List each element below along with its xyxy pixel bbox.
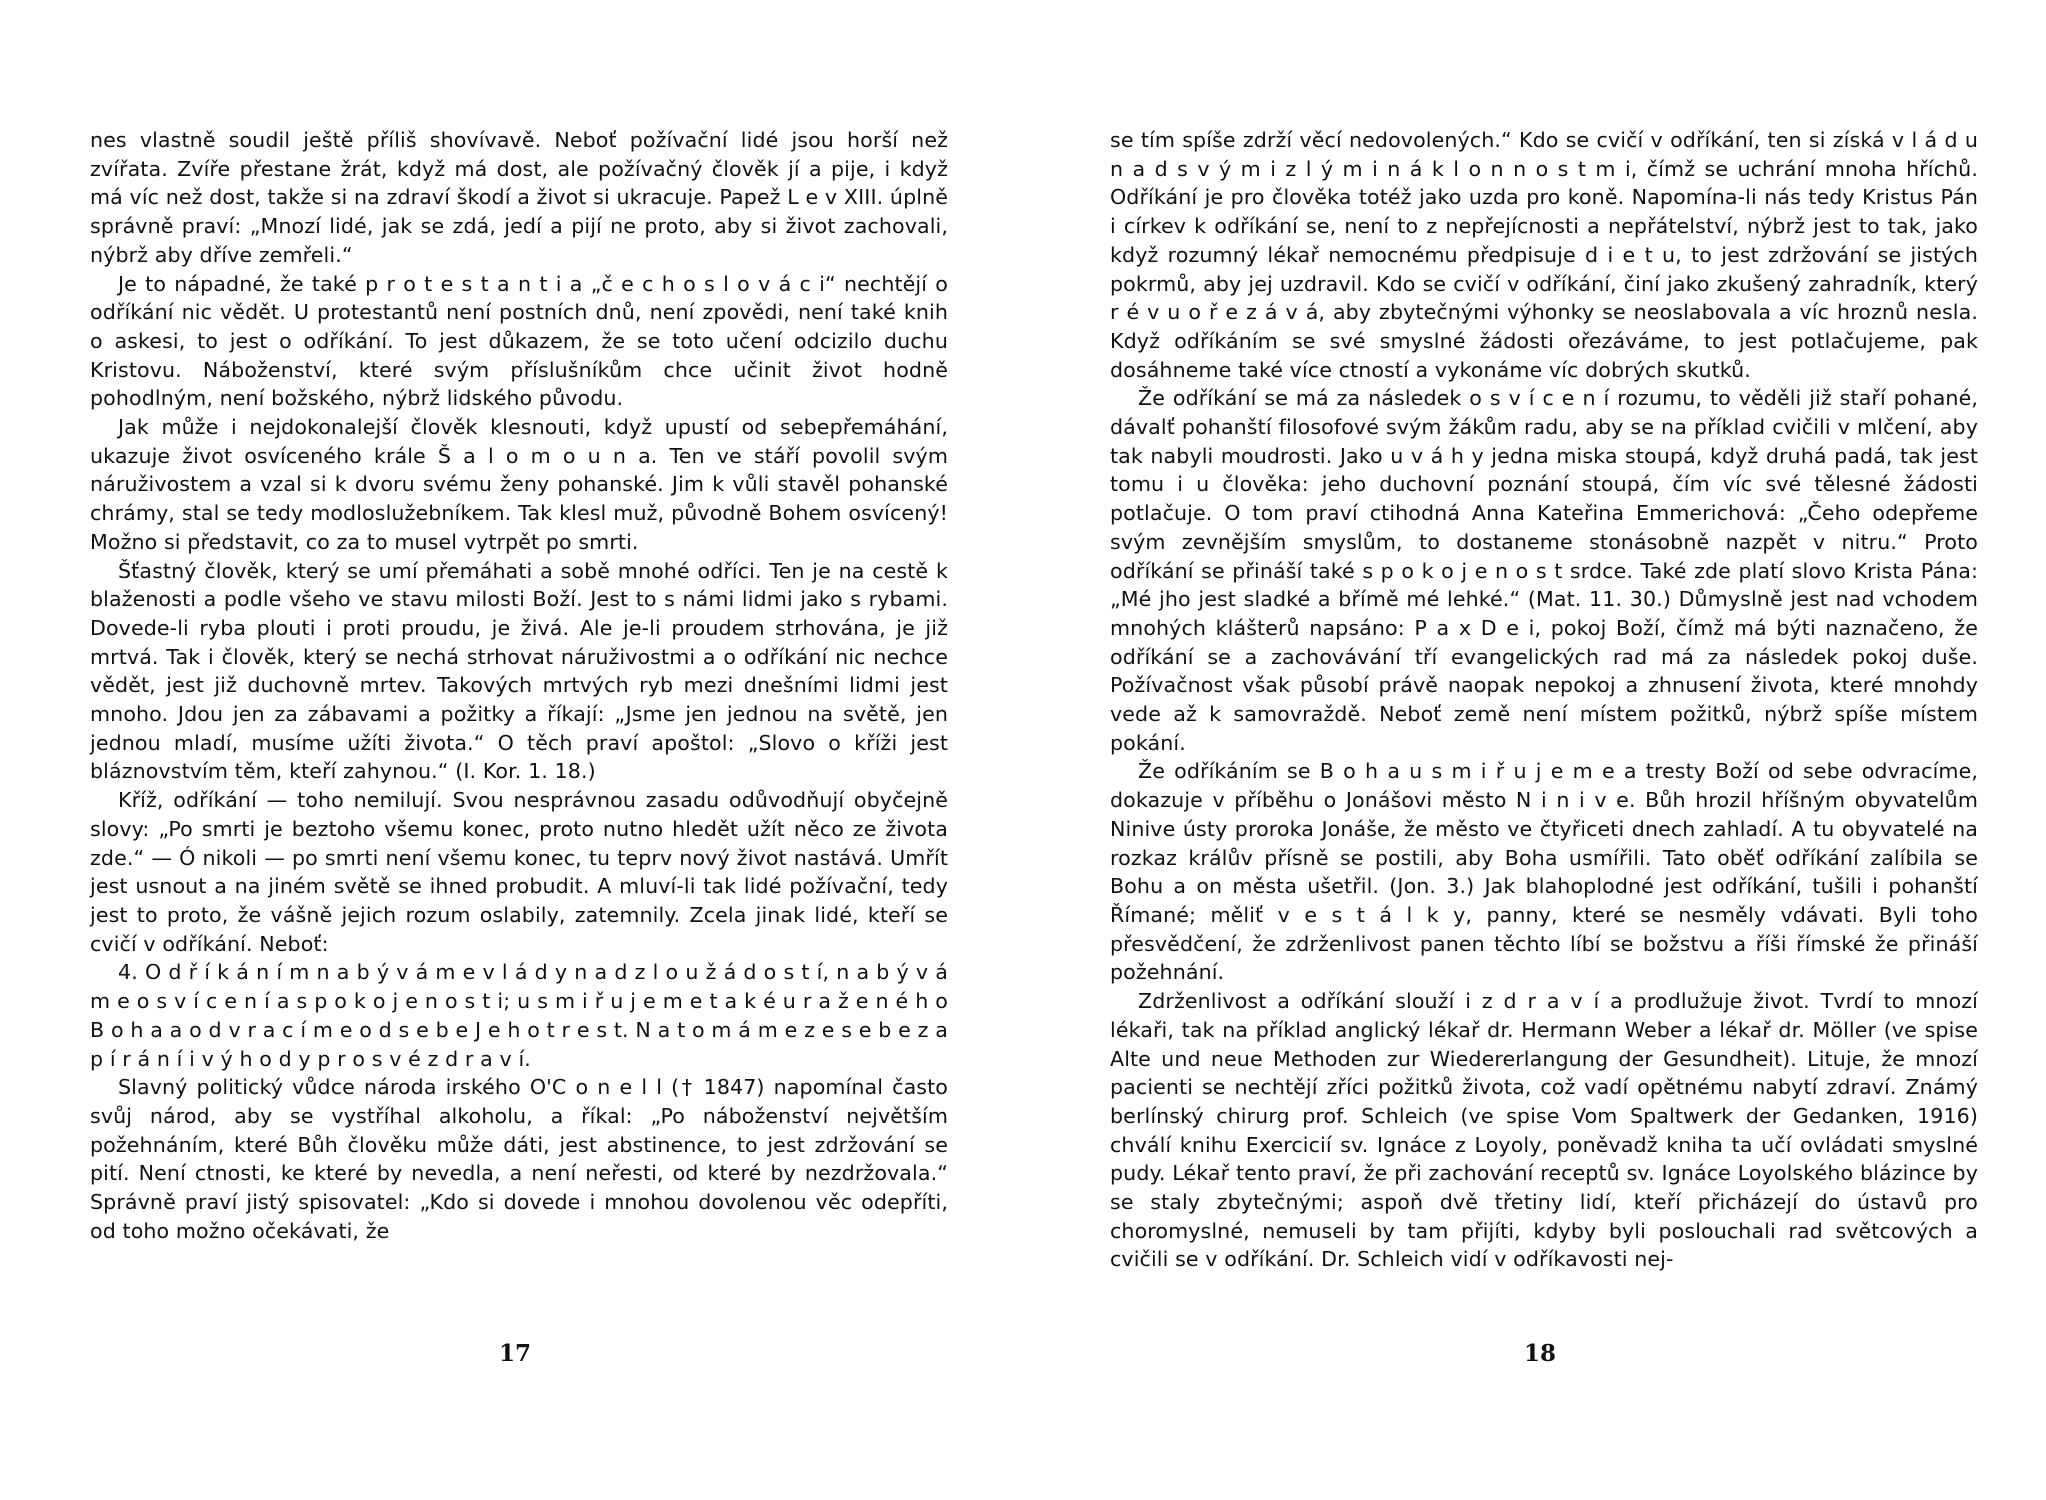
right-paragraph-3: Že odříkáním se B o h a u s m i ř u j e m e a tresty Boží od sebe odvracíme, dokazuje v příběhu o Jonášovi město N i n i v e. Bůh hrozil hříšným obyvatelům Ninive ústy proroka Jonáše, že město ve čtyřiceti dnech zahladí. A tu obyvatelé na rozkaz králův přísně se postili, aby Boha usmířili. Tato oběť odříkání zalíbila se Bohu a on města ušetřil. (Jon. 3.) Jak blahoplodné jest odříkání, tušili i pohanští Římané; měliť v e s t á l k y, panny, které se nesměly vdávati. Byli toho přesvědčení, že zdrženlivost panen těchto líbí se božstvu a říši římské že přináší požehnání. [1110, 759, 1978, 985]
page-number-right: 18 [1523, 1340, 1556, 1367]
page-number-left: 17 [498, 1340, 531, 1367]
left-paragraph-1: nes vlastně soudil ještě příliš shovívavě. Neboť požívační lidé jsou horší než zvířata. Zvíře přestane žrát, když má dost, ale požívačný člověk jí a pije, i když má víc než dost, takže si na zdraví škodí a život si ukracuje. Papež L e v XIII. úplně správně praví: „Mnozí lidé, jak se zdá, jedí a pijí ne proto, aby si život zachovali, nýbrž aby dříve zemřeli.“ [90, 128, 948, 267]
right-paragraph-4: Zdrženlivost a odříkání slouží i z d r a v í a prodlužuje život. Tvrdí to mnozí lékaři, tak na příklad anglický lékař dr. Hermann Weber a lékař dr. Möller (ve spise Alte und neue Methoden zur Wiedererlangung der Gesundheit). Lituje, že mnozí pacienti se nechtějí zříci požitků života, což vadí opětnému nabytí zdraví. Známý berlínský chirurg prof. Schleich (ve spise Vom Spaltwerk der Gedanken, 1916) chválí knihu Exercicií sv. Ignáce z Loyoly, poněvadž kniha ta učí ovládati smyslné pudy. Lékař tento praví, že při zachování receptů sv. Ignáce Loyolského blázince by se staly zbytečnými; aspoň dvě třetiny lidí, kteří přicházejí do ústavů pro choromyslné, nemuseli by tam přijíti, kdyby byli poslouchali rad světcových a cvičili se v odříkání. Dr. Schleich vidí v odříkavosti nej- [1110, 989, 1978, 1272]
left-paragraph-2: Je to nápadné, že také p r o t e s t a n t i a „č e c h o s l o v á c i“ nechtějí o odříkání nic vědět. U protestantů není postních dnů, není zpovědi, není také knih o askesi, to jest o odříkání. To jest důkazem, že se toto učení odcizilo duchu Kristovu. Náboženství, které svým příslušníkům chce učinit život hodně pohodlným, není božského, nýbrž lidského původu. [90, 271, 948, 411]
left-paragraph-3: Jak může i nejdokonalejší člověk klesnouti, když upustí od sebepřemáhání, ukazuje život osvíceného krále Š a l o m o u n a. Ten ve stáří povolil svým náruživostem a vzal si k dvoru svému ženy pohanské. Jim k vůli stavěl pohanské chrámy, stal se tedy modloslužebníkem. Tak klesl muž, původně Bohem osvícený! Možno si představit, co za to musel vytrpět po smrti. [90, 415, 948, 554]
left-paragraph-7: Slavný politický vůdce národa irského O'C o n e l l († 1847) napomínal často svůj národ, aby se vystříhal alkoholu, a říkal: „Po náboženství největším požehnáním, které Bůh člověku může dáti, jest abstinence, to jest zdržování se pití. Není ctnosti, ke které by nevedla, a není neřesti, od které by nezdržovala.“ Správně praví jistý spisovatel: „Kdo si dovede i mnohou dovolenou věc odepříti, od toho možno očekávati, že [90, 1075, 948, 1243]
right-page [1110, 126, 1978, 1274]
left-paragraph-5: Kříž, odříkání — toho nemilují. Svou nesprávnou zasadu odůvodňují obyčejně slovy: „Po smrti je beztoho všemu konec, proto nutno hledět užít něco ze života zde.“ — Ó nikoli — po smrti není všemu konec, tu teprv nový život nastává. Umřít jest usnout a na jiném světě se ihned probudit. A mluví-li tak lidé požívační, tedy jest to proto, že vášně jejich rozum oslabily, zatemnily. Zcela jinak lidé, kteří se cvičí v odříkání. Neboť: [90, 788, 948, 956]
right-paragraph-2: Že odříkání se má za následek o s v í c e n í rozumu, to věděli již staří pohané, dávalť pohanští filosofové svým žákům radu, aby se na příklad cvičili v mlčení, aby tak nabyli moudrosti. Jako u v á h y jedna miska stoupá, když druhá padá, tak jest tomu i u člověka: jeho duchovní poznání stoupá, čím víc své tělesné žádosti potlačuje. O tom praví ctihodná Anna Kateřina Emmerichová: „Čeho odepřeme svým zevnějším smyslům, to dostaneme stonásobně nazpět v nitru.“ Proto odříkání se přináší také s p o k o j e n o s t srdce. Také zde platí slovo Krista Pána: „Mé jho jest sladké a břímě mé lehké.“ (Mat. 11. 30.) Důmyslně jest nad vchodem mnohých klášterů napsáno: P a x D e i, pokoj Boží, čímž má býti naznačeno, že odříkání se a zachovávání tří evangelických rad má za následek pokoj duše. Požívačnost však působí právě naopak nepokoj a zhnusení života, které mnohdy vede až k samovraždě. Neboť země není místem požitků, nýbrž spíše místem pokání. [1110, 386, 1978, 755]
left-paragraph-4: Šťastný člověk, který se umí přemáhati a sobě mnohé odříci. Ten je na cestě k blaženosti a podle všeho ve stavu milosti Boží. Jest to s námi lidmi jako s rybami. Dovede-li ryba plouti i proti proudu, je živá. Ale je-li proudem strhována, je již mrtvá. Tak i člověk, který se nechá strhovat náruživostmi a o odříkání nic nechce vědět, jest již duchovně mrtev. Takových mrtvých ryb mezi dnešními lidmi jest mnoho. Jdou jen za zábavami a požitky a říkají: „Jsme jen jednou na světě, jen jednou mladí, musíme užíti života.“ O těch praví apoštol: „Slovo o kříži jest bláznovstvím těm, kteří zahynou.“ (I. Kor. 1. 18.) [90, 558, 948, 784]
left-paragraph-6: 4. O d ř í k á n í m n a b ý v á m e v l á d y n a d z l o u ž á d o s t í, n a b ý v á m e o s v í c e n í a s p o k o j e n o s t i; u s m i ř u j e m e t a k é u r a ž e n é h o B o h a a o d v r a c í m e o d s e b e J e h o t r e s t. N a t o m á m e z e s e b e z a p í r á n í i v ý h o d y p r o s v é z d r a v í. [90, 960, 948, 1071]
right-paragraph-1: se tím spíše zdrží věcí nedovolených.“ Kdo se cvičí v odříkání, ten si získá v l á d u n a d s v ý m i z l ý m i n á k l o n n o s t m i, čímž se uchrání mnoha hříchů. Odříkání je pro člověka totéž jako uzda pro koně. Napomína-li nás tedy Kristus Pán i církev k odříkání se, není to z nepřejícnosti a nepřátelství, nýbrž jest to tak, jako když rozumný lékař nemocnému předpisuje d i e t u, to jest zdržování se jistých pokrmů, aby jej uzdravil. Kdo se cvičí v odříkání, činí jako zkušený zahradník, který r é v u o ř e z á v á, aby zbytečnými výhonky se neoslabovala a víc hroznů nesla. Když odříkáním se své smyslné žádosti ořezáváme, to jest potlačujeme, pak dosáhneme také více ctností a vykonáme víc dobrých skutků. [1110, 128, 1978, 382]
left-page [90, 126, 948, 1245]
